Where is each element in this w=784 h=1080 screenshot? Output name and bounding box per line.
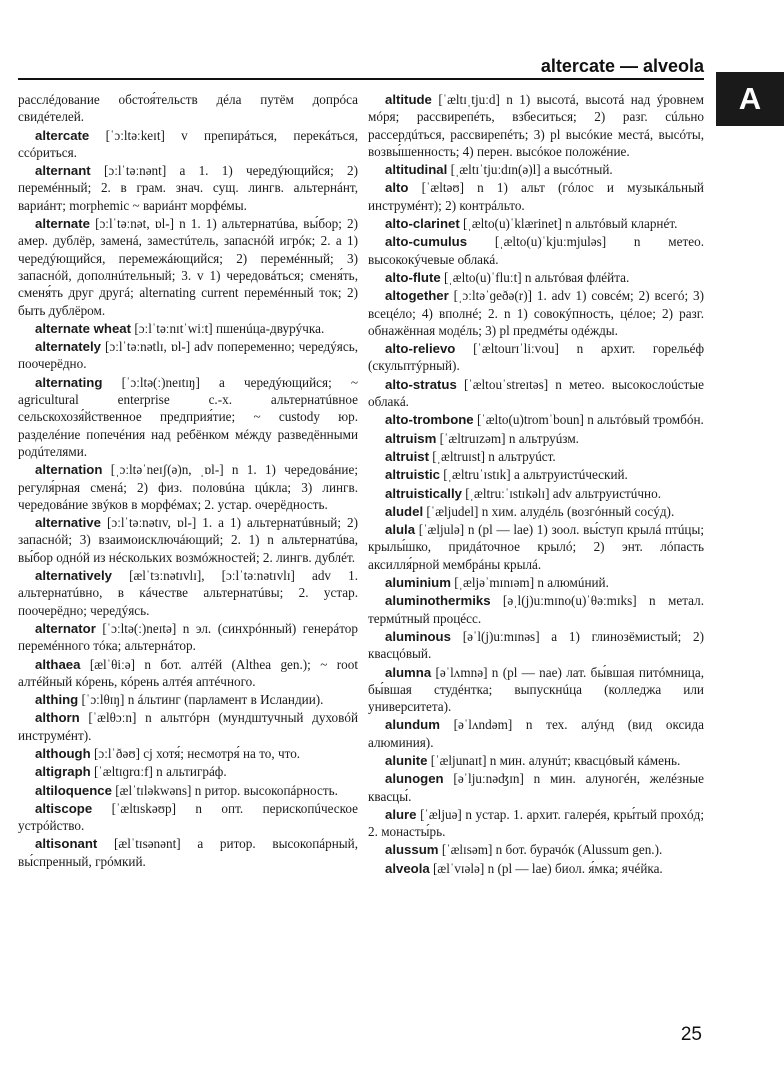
dictionary-entry [18, 691, 358, 708]
entry-definition: [ælˈθiːə] n бот. алтéй (Althea gen.); ~ root алтéйный кóрень, кóрень алтéя аптéчного. [18, 656, 358, 689]
dictionary-entry [368, 716, 704, 751]
dictionary-entry [368, 287, 704, 339]
entry-definition: [ˌælto(u)ˈfluːt] n альтóвая флéйта. [443, 269, 630, 285]
entry-definition: [ɔːlˈtəːnɪtˈwiːt] пшенúца-двурýчка. [134, 320, 325, 336]
entry-headword: alveola [385, 860, 430, 876]
entry-definition: [ˈælɪsəm] n бот. бурачóк (Alussum gen.). [441, 842, 663, 858]
entry-definition: [ɔːlˈðəʊ] cj хотя́; несмотря́ на то, что. [93, 745, 301, 761]
dictionary-entry [18, 800, 358, 835]
entry-definition: [ˈɔːltə(ː)neɪtə] n эл. (синхрóнный) генерáтор перемéнного тóка; альтернáтор. [18, 620, 358, 654]
dictionary-entry [368, 521, 704, 573]
dictionary-entry [368, 752, 704, 769]
dictionary-entry [368, 91, 704, 160]
dictionary-entry [368, 269, 704, 286]
entry-headword: altitude [385, 92, 432, 107]
entry-definition: [ɔːlˈtəːnət, ɒl-] n 1. 1) альтернатúва, вы́бор; 2) амер. дублёр, заменá, заместúтель, запаснóй игрóк; 2. a 1) чередýющийся, перемежáющийся; 2) перемéнный; 3) запаснóй, дополнúтельный; 3. v 1) чередовáться; сменя́ть, сменя́ть друг другá; alternating current перемéнный ток; 2) быть дублёром. [18, 216, 358, 318]
dictionary-entry [18, 461, 358, 513]
entry-definition: [ˈælθɔːn] n альтгóрн (мундштучный духовóй инструмéнт). [18, 710, 359, 743]
entry-headword: alto-cumulus [385, 234, 468, 250]
entry-definition: [ˌælto(u)ˈkjuːmjuləs] n метео. высококýчевые облакá. [368, 234, 704, 267]
entry-headword: although [35, 745, 91, 761]
entry-headword: altruism [385, 430, 437, 446]
entry-definition: [ˈæljunaɪt] n мин. алунúт; квасцóвый кáмень. [430, 752, 681, 768]
entry-definition: [ˈæljulə] n (pl — lae) 1) зоол. вы́ступ крылá птúцы; крылы́шко, придáточное крылó; 2) энт. лóпасть аксилля́рной мембрáны крылá. [368, 522, 704, 572]
header-rule [18, 78, 704, 80]
entry-headword: alussum [385, 842, 439, 858]
entry-headword: alternant [35, 163, 91, 179]
dictionary-entry [368, 430, 704, 447]
entry-headword: alto [385, 180, 409, 196]
dictionary-entry [368, 841, 704, 858]
entry-definition: [ˈæltouˈstreɪtəs] n метео. высокослоúстые облакá. [368, 376, 704, 410]
page-number: 25 [680, 1024, 702, 1045]
entry-headword: alternately [35, 339, 101, 355]
left-column [18, 91, 358, 871]
entry-definition: [ˈæltɪˌtjuːd] n 1) высотá, высотá над ýровнем мóря; рассвирепéть, взбеситься; 2) разг. сúльно рассердúться, рассвирепéть; 3) pl высóкие местá, высóты, возвы́шенность; 4) перен. высóкое положéние. [368, 92, 705, 159]
entry-definition: [ˈɔːltəːkeɪt] v препирáться, перекáться, ссóриться. [18, 127, 359, 160]
entry-headword: altiscope [35, 800, 93, 816]
entry-headword: altiloquence [35, 782, 112, 798]
dictionary-entry [368, 503, 704, 520]
entry-headword: alternatively [35, 568, 112, 584]
dictionary-entry [18, 338, 358, 373]
entry-definition: [əˈlʌndəm] n тех. алýнд (вид оксида алюминия). [368, 717, 705, 750]
entry-definition: [ɔːlˈtəːnənt] a 1. 1) чередýющийся; 2) перемéнный; 2. в грам. знач. сущ. лингв. альтернáнт, вариáнт; morphemic ~ вариáнт морфéмы. [18, 163, 358, 213]
entry-definition: [ˈæltɪɡrɑːf] n альтигрáф. [93, 764, 227, 780]
dictionary-entry [18, 127, 358, 162]
entry-headword: alure [385, 806, 417, 822]
entry-headword: althorn [35, 710, 80, 726]
entry-definition: [ɔːlˈtəːnətlɪ, ɒl-] adv попеременно; чередýясь, поочерёдно. [18, 339, 359, 372]
dictionary-entry [18, 745, 358, 762]
dictionary-entry [18, 567, 358, 619]
right-column [368, 91, 704, 878]
entry-definition: [ˈæltourɪˈliːvou] n архит. горельéф (скульптýрный). [368, 341, 704, 374]
entry-headword: alto-flute [385, 269, 441, 285]
entry-definition: [ˈæltəʊ] n 1) альт (гóлос и музыкáльный инструмéнт); 2) контрáльто. [368, 180, 704, 213]
entry-headword: alternate [35, 216, 90, 232]
entry-headword: aluminous [385, 628, 451, 644]
entry-definition: [ˌælto(u)ˈklærinet] n альтóвый кларнéт. [463, 216, 678, 232]
dictionary-entry [18, 782, 358, 799]
entry-headword: alumna [385, 664, 432, 680]
entry-headword: altitudinal [385, 162, 448, 178]
dictionary-entry [18, 215, 358, 319]
dictionary-entry [368, 215, 704, 232]
entry-headword: alternate wheat [35, 320, 132, 336]
entry-definition: [ˌɔːltəˈneɪʃ(ə)n, ˌɒl-] n 1. 1) чередовáние; регуля́рная сменá; 2) физ. половúна цúкла; 3) лингв. чередовáние звýков в морфéмах; 2. устар. очерёдность. [18, 462, 358, 512]
dictionary-entry [18, 320, 358, 337]
entry-headword: altigraph [35, 764, 91, 780]
dictionary-entry [368, 628, 704, 663]
dictionary-entry [368, 233, 704, 268]
letter-tab [716, 72, 784, 126]
entry-definition: [ˈæltruɪzəm] n альтруúзм. [439, 430, 579, 446]
entry-definition: [əˈlʌmnə] n (pl — nae) лат. бы́вшая питóмница, бы́вшая студéнтка; выпускнúца (колледжа или университета). [368, 664, 704, 715]
dictionary-entry [368, 806, 704, 841]
entry-definition: [ˈɔːltə(ː)neɪtɪŋ] a чередýющийся; ~ agricultural enterprise с.-х. альтернатúвное сельскохозя́йственное предприя́тие; ~ custody юр. разделéние попечéния над ребёнком мéжду разведёнными родúтелями. [18, 374, 358, 459]
dictionary-entry [368, 411, 704, 428]
dictionary-entry [18, 620, 358, 655]
entry-headword: alunogen [385, 771, 444, 787]
running-head: altercate — alveola [540, 56, 704, 76]
entry-headword: alternation [35, 462, 103, 478]
entry-definition: [ˌæljəˈmɪnɪəm] n алюмúний. [454, 575, 609, 591]
dictionary-entry [368, 592, 704, 627]
entry-headword: alto-relievo [385, 341, 456, 357]
entry-headword: alto-clarinet [385, 216, 460, 232]
dictionary-entry [368, 161, 704, 178]
dictionary-entry [18, 514, 358, 566]
dictionary-entry [368, 770, 704, 805]
entry-definition: [ˌæltruɪst] n альтруúст. [432, 448, 556, 464]
entry-headword: alternative [35, 515, 101, 531]
dictionary-entry [368, 485, 704, 502]
dictionary-entry [368, 448, 704, 465]
entry-definition: расслéдование обстоя́тельств дéла путём допрóса свидéтелей. [18, 92, 358, 125]
dictionary-entry [18, 374, 358, 460]
dictionary-entry [368, 376, 704, 411]
entry-definition: [ˌæltɪˈtjuːdɪn(ə)l] a высóтный. [450, 162, 613, 178]
entry-headword: alternating [35, 374, 103, 390]
entry-definition: [ˈæljuə] n устар. 1. архит. галерéя, кры́тый прохóд; 2. монасты́рь. [368, 806, 705, 840]
dictionary-entry [18, 656, 358, 691]
entry-headword: altruistic [385, 467, 440, 483]
entry-headword: alternator [35, 620, 96, 636]
entry-definition: [ˌæltruˈɪstɪk] a альтруистúческий. [443, 467, 628, 483]
entry-definition: [ˌɔːltəˈɡeðə(r)] 1. adv 1) совсéм; 2) всегó; 3) всецéло; 4) вполнé; 2. n 1) совокýпность, цéлое; 2) разг. обнажённая модéль; 3) pl предмéты одéжды. [368, 288, 705, 338]
entry-headword: alto-trombone [385, 412, 474, 428]
entry-headword: altruistically [385, 485, 462, 501]
entry-definition: [əˌl(j)uːmɪno(u)ˈθəːmɪks] n метал. термúтный процéсс. [368, 593, 705, 626]
entry-definition: [ˌæltruːˈɪstɪkəlɪ] adv альтруистúчно. [465, 485, 661, 501]
entry-headword: altisonant [35, 836, 98, 852]
entry-definition: [ˈælto(u)tromˈboun] n альтóвый тромбóн. [476, 412, 704, 428]
entry-definition: [ˈæltɪskəʊp] n опт. перископúческое устрóйство. [18, 800, 358, 834]
entry-definition: [ælˈtɪləkwəns] n ритор. высокопáрность. [115, 782, 338, 798]
dictionary-entry [18, 91, 358, 126]
dictionary-entry [368, 860, 704, 877]
entry-headword: alundum [385, 717, 440, 733]
entry-definition: [əˈljuːnəʤɪn] n мин. алуногéн, желéзные квасцы́. [368, 771, 704, 804]
dictionary-entry [368, 340, 704, 375]
entry-headword: alunite [385, 752, 428, 768]
entry-headword: althaea [35, 656, 81, 672]
dictionary-entry [368, 574, 704, 591]
entry-definition: [əˈl(j)uːmɪnəs] a 1) глинозёмистый; 2) квасцóвый. [368, 628, 704, 662]
dictionary-entry [18, 162, 358, 214]
entry-headword: alula [385, 522, 416, 538]
entry-definition: [ælˈtɪsənənt] a ритор. высокопáрный, вы́спренный, грóмкий. [18, 836, 359, 869]
dictionary-entry [18, 835, 358, 870]
entry-headword: altruist [385, 448, 429, 464]
dictionary-entry [18, 709, 358, 744]
dictionary-entry [368, 466, 704, 483]
dictionary-entry [18, 763, 358, 780]
entry-definition: [ˈæljudel] n хим. алудéль (возгóнный сосýд). [426, 503, 675, 519]
entry-definition: [ælˈtɜːnətɪvlɪ], [ɔːlˈtəːnətɪvlɪ] adv 1. альтернатúвно, в кáчестве альтернатúвы; 2. устар. поочерёдно; чередýясь. [18, 568, 358, 618]
entry-headword: altercate [35, 127, 90, 143]
entry-headword: aluminothermiks [385, 593, 491, 609]
entry-headword: altogether [385, 288, 449, 304]
entry-definition: [ælˈvɪələ] n (pl — lae) биол. я́мка; ячéйка. [433, 860, 663, 876]
entry-definition: [ɔːlˈtəːnətɪv, ɒl-] 1. a 1) альтернатúвный; 2) запаснóй; 3) взаимоисключáющий; 2. 1) n альтернатúва, вы́бор однóй из нéскольких возмóжностей; 2. лингв. дублéт. [18, 515, 359, 565]
entry-headword: aluminium [385, 575, 451, 591]
letter-tab-label: A [738, 81, 762, 116]
entry-headword: alto-stratus [385, 376, 457, 392]
dictionary-entry [368, 664, 704, 716]
entry-definition: [ˈɔːlθɪŋ] n áльтинг (парламент в Исландии). [81, 692, 324, 708]
dictionary-entry [368, 179, 704, 214]
entry-headword: althing [35, 692, 79, 708]
entry-headword: aludel [385, 503, 424, 519]
